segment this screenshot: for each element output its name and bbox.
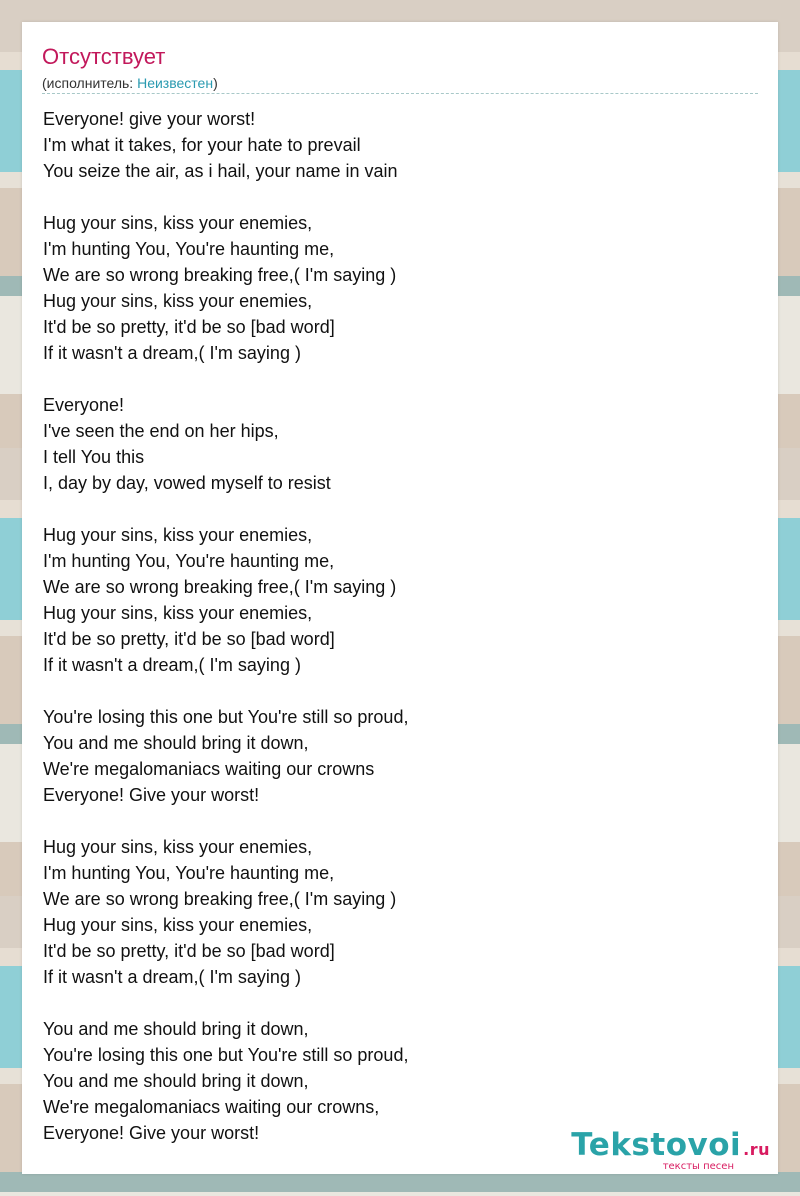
logo-tld: .ru: [743, 1140, 770, 1159]
lyrics-line: You and me should bring it down,: [43, 1019, 309, 1039]
lyrics-line: If it wasn't a dream,( I'm saying ): [43, 343, 301, 363]
lyrics-line: You and me should bring it down,: [43, 733, 309, 753]
lyrics-line: You're losing this one but You're still so proud,: [43, 1045, 409, 1065]
lyrics-line: We are so wrong breaking free,( I'm saying ): [43, 265, 397, 285]
lyrics-line: You seize the air, as i hail, your name in vain: [43, 161, 398, 181]
lyrics-body: [43, 106, 757, 1146]
lyrics-line: Everyone!: [43, 395, 125, 415]
lyrics-stanza: [43, 522, 757, 678]
lyrics-line: We're megalomaniacs waiting our crowns,: [43, 1097, 380, 1117]
lyrics-line: I tell You this: [43, 447, 145, 467]
lyrics-line: Hug your sins, kiss your enemies,: [43, 837, 313, 857]
lyrics-line: I'm hunting You, You're haunting me,: [43, 239, 335, 259]
site-logo[interactable]: [571, 1129, 770, 1172]
lyrics-line: Everyone! Give your worst!: [43, 1123, 260, 1143]
lyrics-line: If it wasn't a dream,( I'm saying ): [43, 967, 301, 987]
logo-tagline: тексты песен: [662, 1161, 734, 1172]
lyrics-line: Hug your sins, kiss your enemies,: [43, 525, 313, 545]
lyrics-stanza: [43, 834, 757, 990]
logo-name: Tekstovoi: [571, 1127, 742, 1163]
lyrics-line: Everyone! give your worst!: [43, 109, 256, 129]
lyrics-line: I'm hunting You, You're haunting me,: [43, 551, 335, 571]
lyrics-line: It'd be so pretty, it'd be so [bad word]: [43, 629, 335, 649]
lyrics-stanza: [43, 210, 757, 366]
title-divider: [42, 93, 758, 94]
song-title: Отсутствует: [42, 44, 166, 69]
lyrics-line: We're megalomaniacs waiting our crowns: [43, 759, 375, 779]
lyrics-line: Hug your sins, kiss your enemies,: [43, 603, 313, 623]
lyrics-line: Hug your sins, kiss your enemies,: [43, 291, 313, 311]
lyrics-line: You're losing this one but You're still so proud,: [43, 707, 409, 727]
lyrics-line: I'm what it takes, for your hate to prevail: [43, 135, 361, 155]
lyrics-line: It'd be so pretty, it'd be so [bad word]: [43, 941, 335, 961]
lyrics-card: [22, 22, 778, 1174]
lyrics-line: I've seen the end on her hips,: [43, 421, 279, 441]
artist-link[interactable]: Неизвестен: [137, 75, 214, 91]
lyrics-line: Hug your sins, kiss your enemies,: [43, 213, 313, 233]
lyrics-line: You and me should bring it down,: [43, 1071, 309, 1091]
artist-suffix: ): [213, 75, 218, 91]
lyrics-line: Everyone! Give your worst!: [43, 785, 260, 805]
lyrics-line: I, day by day, vowed myself to resist: [43, 473, 331, 493]
lyrics-stanza: [43, 106, 757, 184]
artist-prefix: (исполнитель:: [42, 75, 138, 91]
lyrics-stanza: [43, 704, 757, 808]
lyrics-line: If it wasn't a dream,( I'm saying ): [43, 655, 301, 675]
artist-line: [42, 74, 218, 92]
lyrics-line: It'd be so pretty, it'd be so [bad word]: [43, 317, 335, 337]
lyrics-line: We are so wrong breaking free,( I'm saying ): [43, 889, 397, 909]
lyrics-line: I'm hunting You, You're haunting me,: [43, 863, 335, 883]
lyrics-line: Hug your sins, kiss your enemies,: [43, 915, 313, 935]
lyrics-stanza: [43, 392, 757, 496]
lyrics-line: We are so wrong breaking free,( I'm saying ): [43, 577, 397, 597]
